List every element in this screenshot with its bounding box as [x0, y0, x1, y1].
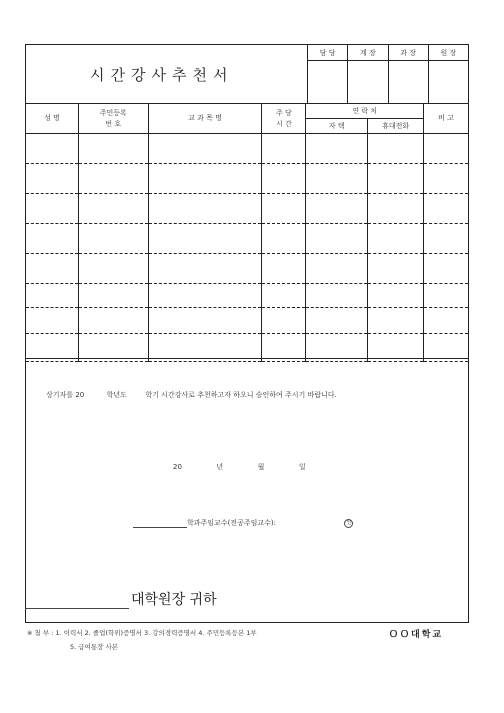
- professor-signature-line: 학과주임교수(전공주임교수): 인: [133, 518, 353, 528]
- approval-director: 원 장: [428, 45, 468, 61]
- header-rrn: 주민등록 번 호: [78, 104, 148, 134]
- table-row: [26, 284, 469, 308]
- recommendation-statement: 상기자를 20 학년도 학기 시간강사로 추천하고자 하오니 승인하여 주시기 바랍니다.: [46, 391, 337, 399]
- university-name: ＯＯ대학교: [389, 630, 444, 640]
- header-weekly-hours: 주 당 시 간: [262, 104, 306, 134]
- sign-cell[interactable]: [428, 61, 468, 104]
- approval-box: [307, 44, 469, 104]
- approval-manager: 과 장: [388, 45, 428, 61]
- sign-cell[interactable]: [308, 61, 348, 104]
- header-course: 교 과 목 명: [148, 104, 262, 134]
- approval-chief: 계 장: [348, 45, 388, 61]
- header-home-phone: 자 택: [306, 119, 368, 134]
- form-title: 시간강사추천서: [90, 66, 234, 84]
- header-name: 성 명: [26, 104, 79, 134]
- sign-cell[interactable]: [348, 61, 388, 104]
- header-mobile-phone: 휴대전화: [368, 119, 424, 134]
- approval-staff: 담 당: [308, 45, 348, 61]
- seal-icon: 인: [344, 519, 353, 528]
- date-line: 20 년 월 일: [173, 463, 306, 471]
- recommendation-table: [25, 103, 469, 362]
- table-row: [26, 194, 469, 224]
- addressee: 대학원장 귀하: [25, 589, 217, 609]
- sign-cell[interactable]: [388, 61, 428, 104]
- table-row: [26, 134, 469, 164]
- header-remarks: 비 고: [424, 104, 469, 134]
- table-row: [26, 224, 469, 254]
- table-row: [26, 164, 469, 194]
- table-row: [26, 308, 469, 334]
- section-divider: [25, 358, 469, 359]
- header-contact: 연 락 처: [306, 104, 424, 119]
- attachments-note-cont: 5. 급여통장 사본: [70, 643, 119, 651]
- professor-name-blank[interactable]: [133, 527, 187, 528]
- attachments-note: ※ 첨 부 : 1. 이력서 2. 졸업(학위)증명서 3. 강의경력증명서 4. 주민등록등본 1부: [27, 629, 257, 637]
- table-row: [26, 254, 469, 284]
